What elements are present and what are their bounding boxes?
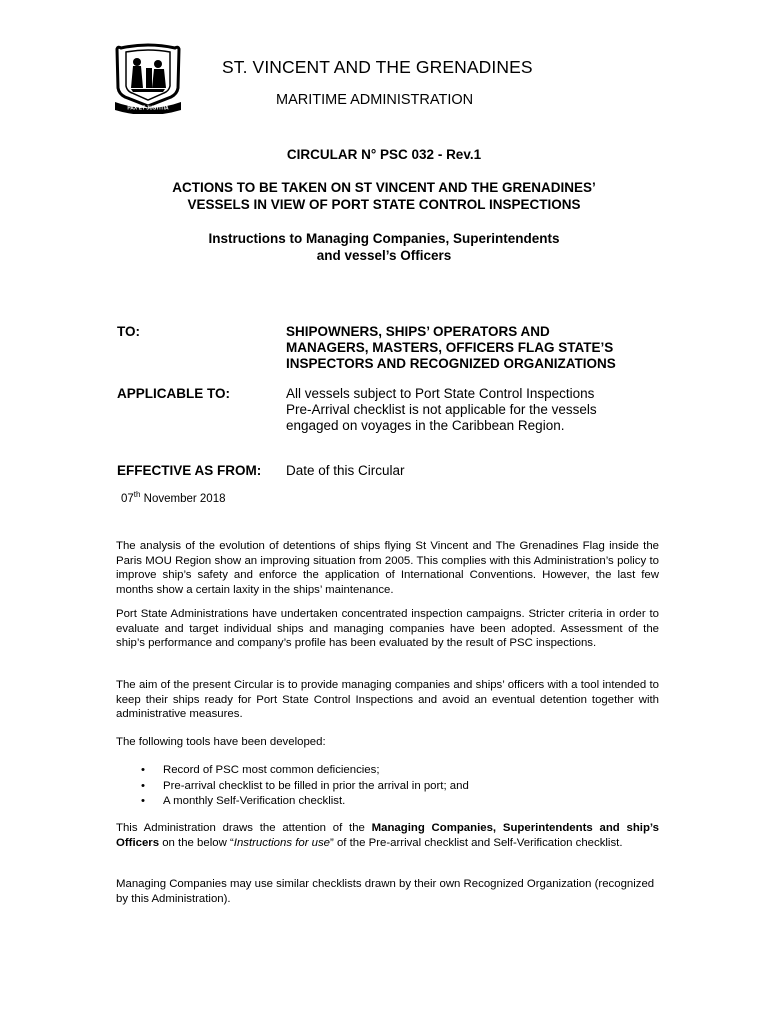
- date-rest: November 2018: [140, 493, 226, 505]
- to-label: TO:: [117, 324, 140, 339]
- bullet-icon: •: [141, 764, 145, 776]
- p5-text: This Administration draws the attention of the: [116, 822, 372, 834]
- list-item-text: Pre-arrival checklist to be filled in prior the arrival in port; and: [163, 779, 469, 792]
- paragraph-6: Managing Companies may use similar checklists drawn by their own Recognized Organization (recognized by this Administration).: [116, 878, 655, 905]
- list-item-text: A monthly Self-Verification checklist.: [163, 795, 346, 807]
- paragraph-5: [116, 821, 659, 850]
- applicable-line: All vessels subject to Port State Control Inspections: [286, 386, 595, 401]
- applicable-label: APPLICABLE TO:: [117, 386, 231, 401]
- paragraph-3: The aim of the present Circular is to provide managing companies and ships’ officers with a tool intended to keep their ships ready for Port State Control Inspections and avoid an eventual detention together with administrative measures.: [116, 679, 659, 721]
- coat-of-arms-seal: [113, 42, 183, 114]
- bullet-icon: •: [141, 779, 145, 792]
- date-suffix: th: [133, 490, 141, 499]
- document-subtitle: [0, 230, 768, 264]
- effective-label: EFFECTIVE AS FROM:: [117, 463, 262, 478]
- tools-list: [141, 763, 469, 810]
- title-line: ACTIONS TO BE TAKEN ON ST VINCENT AND THE GRENADINES’: [172, 180, 596, 195]
- to-value: [286, 324, 616, 372]
- subtitle-line: Instructions to Managing Companies, Superintendents: [208, 231, 560, 246]
- list-item-text: Record of PSC most common deficiencies;: [163, 764, 380, 776]
- document-title: [0, 179, 768, 213]
- p5-bold-text: Managing Companies, Superintendents and ship’s Officers: [116, 822, 659, 849]
- subtitle-line: and vessel’s Officers: [316, 248, 452, 263]
- p5-text: on the below “: [159, 836, 234, 849]
- p5-text: ” of the Pre-arrival checklist and Self-Verification checklist.: [330, 836, 623, 849]
- circular-number: CIRCULAR N° PSC 032 - Rev.1: [286, 147, 482, 162]
- bullet-icon: •: [141, 795, 145, 807]
- to-line: MANAGERS, MASTERS, OFFICERS FLAG STATE’S: [286, 340, 614, 355]
- to-line: SHIPOWNERS, SHIPS’ OPERATORS AND: [286, 324, 550, 339]
- administration-heading: MARITIME ADMINISTRATION: [276, 92, 474, 108]
- paragraph-1: The analysis of the evolution of detentions of ships flying St Vincent and The Grenadines Flag inside the Paris MOU Region show an improving situation from 2005. This complies with this Administration’s policy to improve ship’s safety and enforce the application of International Conventions. However, the last few months show a certain laxity in the ships’ maintenance.: [116, 540, 659, 596]
- date-day: 07: [121, 493, 134, 505]
- effective-value: Date of this Circular: [286, 463, 405, 478]
- list-item: [141, 779, 469, 795]
- applicable-line: engaged on voyages in the Caribbean Region.: [286, 418, 565, 433]
- p5-italic-text: Instructions for use: [233, 836, 331, 849]
- list-item: [141, 763, 469, 779]
- list-item: [141, 794, 469, 810]
- paragraph-2: Port State Administrations have undertaken concentrated inspection campaigns. Stricter criteria in order to evaluate and target individual ships and managing companies have been adopted. Assessment of the ship’s performance and company’s profile has been evaluated by the result of PSC inspections.: [116, 608, 659, 650]
- country-heading: ST. VINCENT AND THE GRENADINES: [222, 57, 533, 77]
- to-line: INSPECTORS AND RECOGNIZED ORGANIZATIONS: [286, 356, 616, 371]
- title-line: VESSELS IN VIEW OF PORT STATE CONTROL INSPECTIONS: [187, 197, 581, 212]
- applicable-value: [286, 386, 597, 434]
- issue-date: [121, 490, 226, 505]
- paragraph-4: The following tools have been developed:: [116, 736, 326, 748]
- svg-text:PAX ET JUSTITIA: PAX ET JUSTITIA: [127, 105, 169, 112]
- applicable-line: Pre-Arrival checklist is not applicable for the vessels: [286, 402, 597, 417]
